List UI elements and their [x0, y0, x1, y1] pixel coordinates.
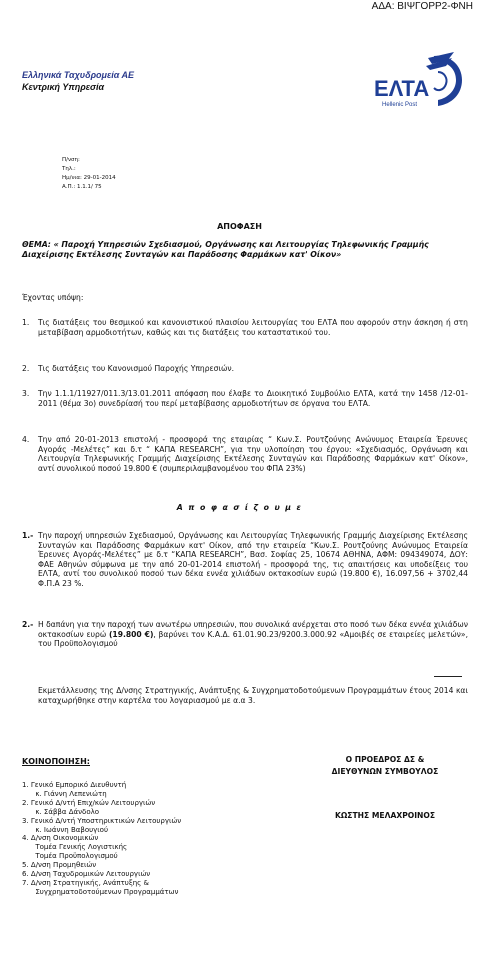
signatory-name: ΚΩΣΤΗΣ ΜΕΛΑΧΡΟΙΝΟΣ [334, 811, 436, 820]
elta-logo [368, 50, 468, 120]
list-item: Συγχρηματοδοτούμενων Προγραμμάτων [22, 887, 179, 896]
decision-text: Την παροχή υπηρεσιών Σχεδιασμού, Οργάνωσης και Λειτουργίας Τηλεφωνικής Γραμμής Διαχείρισης Εκτέλεσης Συνταγών και Παράδοσης Φαρμάκων κατ' Οίκον, από την εταιρεία “Κων.Σ. Ρουτζούνης Ανώνυμος Εταιρεία Έρευνες Αγοράς-Μελέτες” με δ.τ “ΚΑΠΑ RESEARCH”, Βασ. Σοφίας 25, 10674 ΑΘΗΝΑ, ΑΦΜ: 094349074, ΔΟΥ: ΦΑΕ Αθηνών σύμφωνα με την από 20-01-2014 επιστολή - προσφορά της, τις απαιτήσεις και υποδείξεις του ΕΛΤΑ, αντί του συνολικού ποσού των δέκα εννέα χιλιάδων οκτακοσίων ευρώ (19.800 €), 16.097,56 + 3702,44 Φ.Π.Α 23 %. [38, 531, 468, 588]
considering-heading: Έχοντας υπόψη: [22, 293, 84, 302]
meta-phone: Τηλ.: [62, 166, 76, 172]
svg-text:ΕΛΤΑ: ΕΛΤΑ [374, 76, 430, 101]
notification-heading: ΚΟΙΝΟΠΟΙΗΣΗ: [22, 757, 90, 766]
list-item: 2. Γενικό Δ/ντή Επιχ/κών Λειτουργιών [22, 798, 156, 807]
point-3 [22, 389, 468, 408]
decision-2 [22, 620, 468, 649]
decision-text-part: , βαρύνει τον Κ.Α.Δ. 61.01.90.23/9200.3.000.92 «Αμοιβές σε εταιρείες μελετών», του Προϋπολογισμού [38, 629, 468, 649]
hermes-head-icon [368, 50, 468, 120]
list-item: 4. Δ/νση Οικονομικών [22, 834, 99, 843]
organization-unit: Κεντρική Υπηρεσία [22, 82, 105, 92]
list-item: 1. Γενικό Εμπορικό Διευθυντή [22, 781, 127, 789]
decision-amount: (19.800 €) [108, 629, 154, 639]
document-subject: ΘΕΜΑ: « Παροχή Υπηρεσιών Σχεδιασμού, Οργάνωσης και Λειτουργίας Τηλεφωνικής Γραμμής Διαχείρισης Εκτέλεσης Συνταγών και Παράδοσης Φαρμάκων κατ' Οίκον» [22, 240, 429, 259]
list-item: 5. Δ/νση Προμηθειών [22, 861, 97, 870]
signatory-title-2: ΔΙΕΥΘΥΝΩΝ ΣΥΜΒΟΥΛΟΣ [331, 767, 439, 776]
list-item: κ. Ιωάννη Βαβουγιού [22, 825, 109, 834]
point-number: 3. [22, 389, 30, 398]
meta-protocol: Α.Π.: 1.1.1/ 75 [62, 184, 102, 190]
meta-department: Π/νση: [62, 157, 80, 163]
ada-code: ΑΔΑ: ΒΙΨΓΟΡΡ2-ΦΝΗ [371, 1, 473, 12]
point-text: Τις διατάξεις του Κανονισμού Παροχής Υπηρεσιών. [38, 364, 235, 373]
list-item: 7. Δ/νση Στρατηγικής, Ανάπτυξης & [22, 878, 149, 887]
list-item: Τομέα Προϋπολογισμού [22, 852, 118, 861]
point-4 [22, 435, 468, 473]
organization-name: Ελληνικά Ταχυδρομεία ΑΕ [22, 70, 135, 80]
decision-1 [22, 531, 468, 589]
list-item: Τομέα Γενικής Λογιστικής [22, 843, 128, 852]
decision-text-continued: Εκμετάλλευσης της Δ/νσης Στρατηγικής, Ανάπτυξης & Συγχρηματοδοτούμενων Προγραμμάτων έτους 2014 και καταχωρήθηκε στην καρτέλα του λογαριασμού με α.α 3. [38, 686, 468, 705]
list-item: 6. Δ/νση Ταχυδρομικών Λειτουργιών [22, 870, 151, 879]
svg-text:Hellenic Post: Hellenic Post [382, 102, 418, 108]
point-number: 2. [22, 364, 30, 373]
decision-number: 1.- [22, 531, 34, 540]
point-text: Τις διατάξεις του θεσμικού και κανονιστικού πλαισίου λειτουργίας του ΕΛΤΑ που αφορούν στην άσκηση ή στη μεταβίβαση αρμοδιοτήτων, καθώς και τις διατάξεις του καταστατικού του. [38, 318, 468, 337]
divider-line [434, 676, 462, 677]
point-number: 4. [22, 435, 30, 444]
point-text: Την 1.1.1/11927/011.3/13.01.2011 απόφαση που έλαβε το Διοικητικό Συμβούλιο ΕΛΤΑ, κατά την 1458 /12-01-2011 (θέμα 3ο) συνεδρίασή του περί μεταβίβασης αρμοδιοτήτων σε όργανα του ΕΛΤΑ. [38, 389, 468, 408]
decision-number: 2.- [22, 620, 34, 629]
signatory-title-1: Ο ΠΡΟΕΔΡΟΣ ΔΣ & [345, 755, 425, 764]
list-item: κ. Γιάννη Λεπενιώτη [22, 789, 107, 798]
meta-date: Ημ/νια: 29-01-2014 [62, 175, 116, 181]
point-1 [22, 318, 468, 337]
decision-text [38, 620, 468, 649]
list-item: 3. Γενικό Δ/ντή Υποστηρικτικών Λειτουργιών [22, 816, 182, 825]
point-text: Την από 20-01-2013 επιστολή - προσφορά της εταιρίας “ Κων.Σ. Ρουτζούνης Ανώνυμος Εταιρεία Έρευνες Αγοράς -Μελέτες” και δ.τ “ ΚΑΠΑ RESEARCH”, για την υλοποίηση του έργου: «Σχεδιασμός, Οργάνωση και Λειτουργία Τηλεφωνικής Γραμμής Διαχείρισης Εκτέλεσης Συνταγών και Παράδοσης Φαρμάκων κατ' Οίκον», αντί συνολικού ποσού 19.800 € (συμπεριλαμβανομένου του ΦΠΑ 23%) [38, 435, 468, 473]
decision-heading: Α π ο φ α σ ί ζ ο υ μ ε [176, 503, 303, 512]
document-title: ΑΠΟΦΑΣΗ [217, 222, 262, 231]
point-2 [22, 364, 468, 374]
decision-text-part: Η δαπάνη για την παροχή των ανωτέρω υπηρεσιών, που συνολικά ανέρχεται στο ποσό των δέκα εννέα χιλιάδων οκτακοσίων ευρώ [38, 620, 468, 639]
decision-2-continued [22, 686, 468, 705]
list-item: κ. Σάββα Δάνδολο [22, 807, 100, 816]
notification-list [22, 781, 181, 897]
point-number: 1. [22, 318, 30, 327]
